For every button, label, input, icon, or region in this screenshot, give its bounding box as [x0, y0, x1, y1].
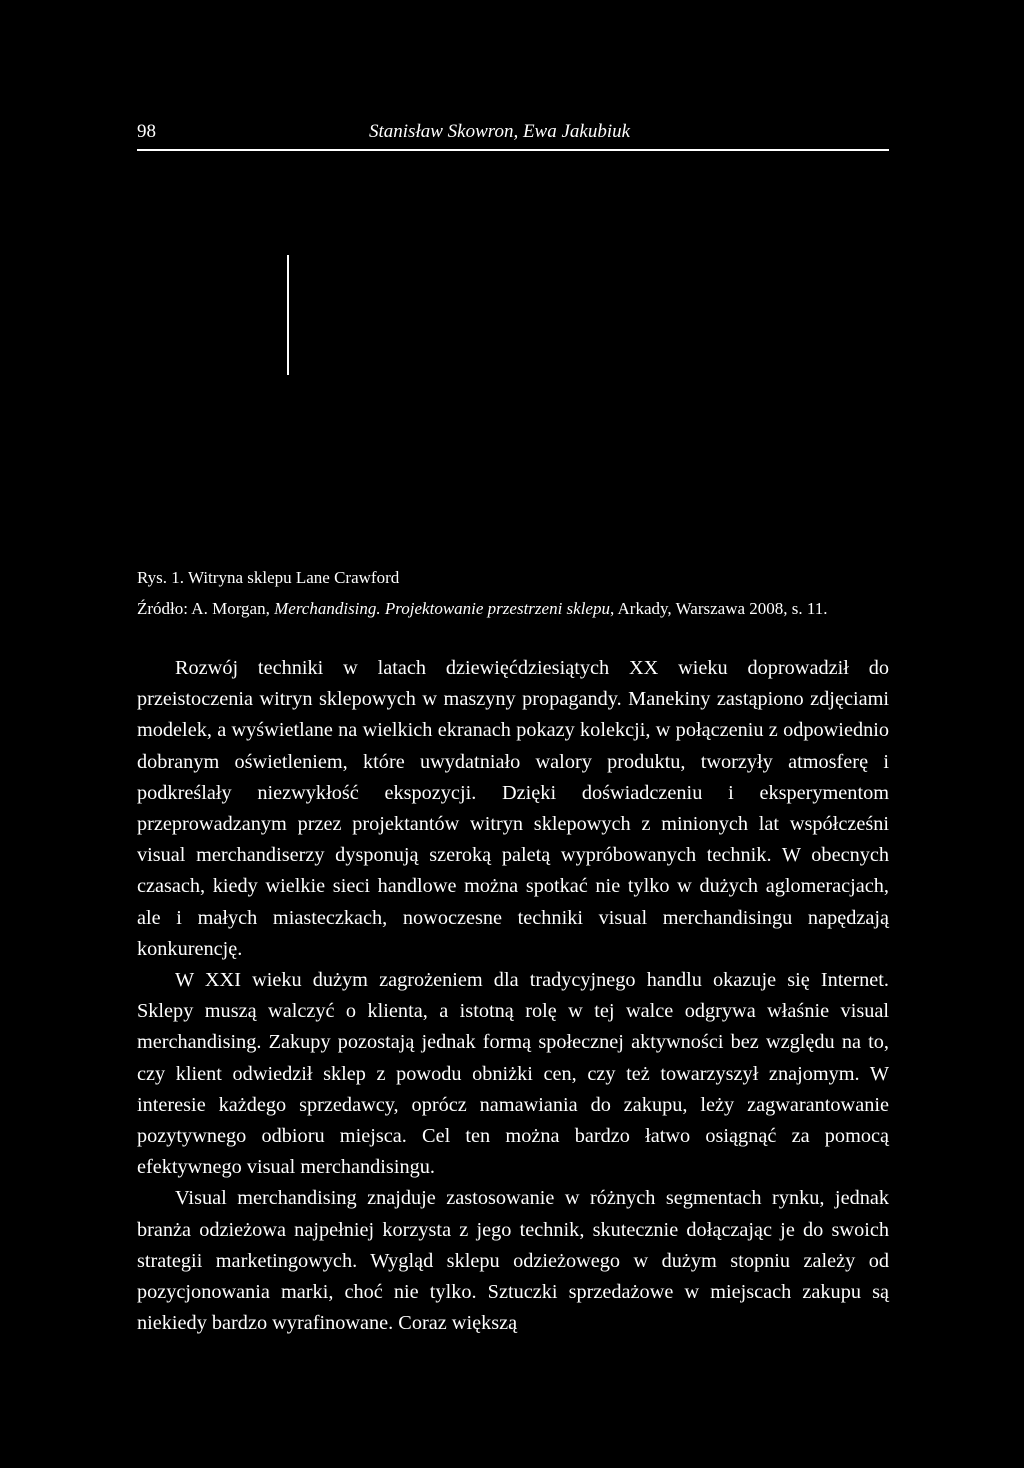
source-title: Merchandising. Projektowanie przestrzeni sklepu [274, 599, 610, 618]
figure-source [137, 597, 889, 621]
paragraph: W XXI wieku dużym zagrożeniem dla tradycyjnego handlu okazuje się Internet. Sklepy muszą walczyć o klienta, a istotną rolę w tej walce odgrywa właśnie visual merchandising. Zakupy pozostają jednak formą społecznej aktywności bez względu na to, czy klient odwiedził sklep z powodu obniżki cen, czy też towarzyszył znajomym. W interesie każdego sprzedawcy, oprócz namawiania do zakupu, leży zagwarantowanie pozytywnego odbioru miejsca. Cel ten można bardzo łatwo osiągnąć za pomocą efektywnego visual merchandisingu. [137, 969, 889, 1179]
paragraph: Visual merchandising znajduje zastosowanie w różnych segmentach rynku, jednak branża odzieżowa najpełniej korzysta z jego technik, skutecznie dołączając je do swoich strategii marketingowych. Wygląd sklepu odzieżowego w dużym stopniu zależy od pozycjonowania marki, choć nie tylko. Sztuczki sprzedażowe w miejscach zakupu są niekiedy bardzo wyrafinowane. Coraz większą [137, 1187, 889, 1335]
paragraph: Rozwój techniki w latach dziewięćdziesiątych XX wieku doprowadził do przeistoczenia witryn sklepowych w maszyny propagandy. Manekiny zastąpiono zdjęciami modelek, a wyświetlane na wielkich ekranach pokazy kolekcji, w połączeniu z odpowiednio dobranym oświetleniem, które uwydatniało walory produktu, tworzyły atmosferę i podkreślały niezwykłość ekspozycji. Dzięki doświadczeniu i eksperymentom przeprowadzanym przez projektantów witryn sklepowych z minionych lat współcześni visual merchandiserzy dysponują szeroką paletą wypróbowanych technik. W obecnych czasach, kiedy wielkie sieci handlowe można spotkać nie tylko w dużych aglomeracjach, ale i małych miasteczkach, nowoczesne techniki visual merchandisingu napędzają konkurencję. [137, 657, 889, 960]
page-number: 98 [137, 121, 156, 142]
header-rule [137, 149, 889, 151]
body-text [137, 653, 889, 1339]
figure-caption: Rys. 1. Witryna sklepu Lane Crawford [137, 568, 400, 587]
source-suffix: , Arkady, Warszawa 2008, s. 11. [609, 599, 828, 618]
source-prefix: Źródło: A. Morgan, [137, 599, 275, 618]
figure-image [137, 165, 889, 555]
running-head: Stanisław Skowron, Ewa Jakubiuk [369, 121, 631, 142]
figure-line-artifact [287, 255, 289, 375]
page-header [137, 121, 889, 147]
